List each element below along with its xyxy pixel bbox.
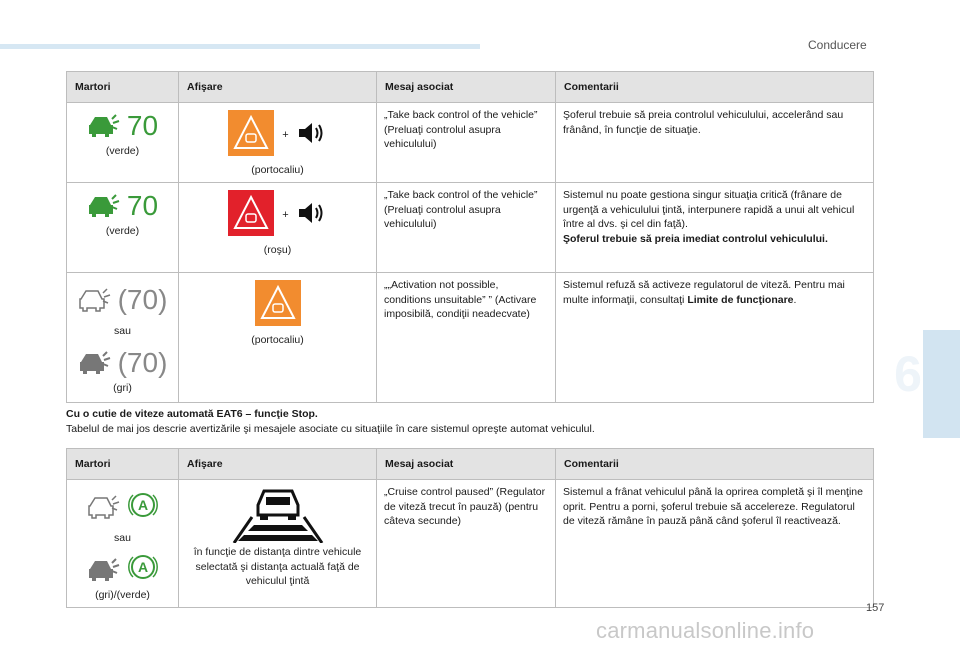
display-cell — [179, 273, 377, 403]
speaker-sound-icon — [297, 120, 327, 151]
or-label: sau — [114, 532, 131, 544]
chapter-number: 6 — [894, 346, 922, 402]
message-cell: „Take back control of the vehicle” (Preluaţi controlul asupra vehiculului) — [377, 183, 556, 273]
comment-cell: Şoferul trebuie să preia controlul vehiculului, accelerând sau frânând, în funcţie de situaţie. — [556, 103, 874, 183]
svg-text:A: A — [137, 496, 148, 513]
table-row — [67, 103, 874, 183]
indicator-cell — [67, 480, 179, 608]
table-row — [67, 183, 874, 273]
cruise-car-grey-icon — [87, 557, 121, 583]
col-header-martori: Martori — [67, 72, 179, 103]
table-header-row — [67, 449, 874, 480]
display-cell: + (portocaliu) — [179, 103, 377, 183]
display-caption: (roşu) — [263, 243, 292, 256]
col-header-comentarii: Comentarii — [556, 72, 874, 103]
warning-car-red-icon — [228, 190, 274, 241]
message-cell: „„Activation not possible, conditions unsuitable” ” (Activare imposibilă, condiţii neadecvate) — [377, 273, 556, 403]
indicator-caption: (verde) — [105, 145, 140, 157]
eat6-note — [66, 407, 595, 436]
col-header-afisare: Afişare — [179, 449, 377, 480]
indicator-caption: (gri)/(verde) — [95, 588, 150, 601]
cross-reference: Limite de funcţionare — [687, 293, 794, 306]
display-caption: (portocaliu) — [251, 163, 304, 176]
section-title: Conducere — [808, 38, 867, 52]
speed-value: (70) — [117, 346, 168, 378]
display-caption: în funcţie de distanţa dintre vehicule selectată şi distanţa actuală faţă de vehiculul ţintă — [193, 546, 362, 587]
indicator-caption: (verde) — [105, 225, 140, 237]
table-row — [67, 480, 874, 608]
cruise-car-outline-icon — [87, 494, 121, 520]
table-header-row — [67, 72, 874, 103]
speed-value: 70 — [126, 110, 159, 141]
chapter-tab — [923, 330, 960, 438]
auto-badge-icon — [127, 489, 159, 526]
col-header-comentarii: Comentarii — [556, 449, 874, 480]
message-cell: „Take back control of the vehicle” (Preluaţi controlul asupra vehiculului) — [377, 103, 556, 183]
warning-car-orange-icon — [255, 280, 301, 331]
col-header-martori: Martori — [67, 449, 179, 480]
distance-graphic-icon — [186, 487, 369, 543]
display-cell: + (roşu) — [179, 183, 377, 273]
cruise-car-outline-icon — [78, 287, 112, 313]
header-accent-bar — [0, 44, 480, 49]
comment-emphasis: Şoferul trebuie să preia imediat controlul vehiculului. — [563, 232, 828, 245]
cruise-car-green-icon — [87, 193, 121, 219]
indicator-cell — [67, 273, 179, 403]
auto-badge-icon — [127, 551, 159, 588]
message-cell: „Cruise control paused” (Regulator de viteză trecut în pauză) (pentru câteva secunde) — [377, 480, 556, 608]
speed-value: 70 — [126, 190, 159, 221]
or-label: sau — [114, 325, 131, 337]
page-number: 157 — [866, 602, 885, 614]
indicator-cell — [67, 183, 179, 273]
indicator-cell — [67, 103, 179, 183]
table-row — [67, 273, 874, 403]
comment-cell: Sistemul refuză să activeze regulatorul de viteză. Pentru mai multe informaţii, consultaţi Limite de funcţionare. — [556, 273, 874, 403]
warning-car-orange-icon — [228, 110, 274, 161]
speaker-sound-icon — [297, 200, 327, 231]
comment-cell: Sistemul nu poate gestiona singur situaţia critică (frânare de urgenţă a vehiculului ţintă, interpunere rapidă a unui alt vehicul între al dvs. şi cel din faţă). Şoferul trebuie să preia imediat controlul vehiculului. — [556, 183, 874, 273]
stop-function-table — [66, 448, 874, 608]
svg-text:A: A — [137, 559, 148, 576]
warnings-table — [66, 71, 874, 403]
note-title: Cu o cutie de viteze automată EAT6 – funcţie Stop. — [66, 408, 318, 420]
display-cell — [179, 480, 377, 608]
col-header-afisare: Afişare — [179, 72, 377, 103]
cruise-car-green-icon — [87, 113, 121, 139]
watermark: carmanualsonline.info — [596, 618, 815, 643]
display-caption: (portocaliu) — [251, 333, 304, 346]
indicator-caption: (gri) — [113, 381, 132, 394]
note-text: Tabelul de mai jos descrie avertizările şi mesajele asociate cu situaţiile în care sistemul opreşte automat vehiculul. — [66, 422, 595, 435]
comment-cell: Sistemul a frânat vehiculul până la oprirea completă şi îl menţine oprit. Pentru a porni, şoferul trebuie să accelereze. Regulatorul de viteză rămâne în pauză până când şoferul îl reactivează. — [556, 480, 874, 608]
col-header-mesaj: Mesaj asociat — [377, 449, 556, 480]
speed-value: (70) — [117, 284, 168, 315]
cruise-car-grey-icon — [78, 350, 112, 376]
col-header-mesaj: Mesaj asociat — [377, 72, 556, 103]
